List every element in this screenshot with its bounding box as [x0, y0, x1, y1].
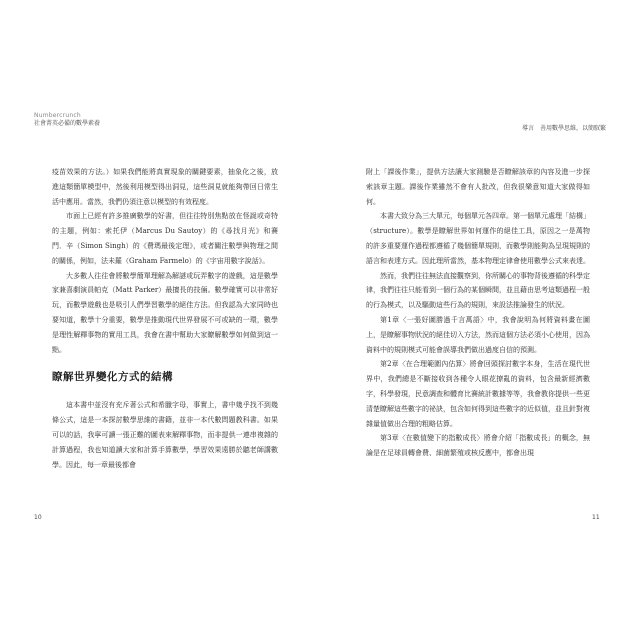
right-paragraph-5: 第2章〈在合理範圍內估算〉將會回頭探討數字本身，生活在現代世界中，我們總是不斷接收到各種令人眼花撩亂的資料，包含最新經濟數字，科學發現，民意調查和體育比賽統計數據等等，我會教你提供一些更清楚瞭解這些數字的祕訣，包含如何得到這些數字的近似值，並且針對複雜量值做出合理的粗略估算。 — [366, 360, 590, 428]
header-book-title: 社會菁英必備的數學素養 — [34, 120, 101, 127]
right-paragraph-4: 第1章〈一張好圖勝過千言萬語〉中，我會說明為何將資料畫在圖上，是瞭解事物狀況的絕佳切入方法，然而這個方法必須小心使用，因為資料中的規則模式可能會誤導我們做出過度自信的預測。 — [366, 315, 590, 354]
right-paragraph-3: 然而，我們往往無法直接觀察到，你所關心的事物背後遵循的科學定律，我們往往只能看到一個行為的某個瞬間，並且藉由思考這類過程一般的行為模式，以及驅動這些行為的規則，來設法推論發生的狀況。 — [366, 271, 590, 310]
left-paragraph-2: 市面上已經有許多推廣數學的好書，但往往特別焦點放在怪誕或奇特的主題，例如：索托伊（Marcus Du Sautoy）的《尋找月光》和賽門．辛（Simon Singh）的《費瑪最後定理》，或者關注數學與物理之間的關係，例如，法未羅（Graham Farmelo）的《宇宙用數字說話》。 — [52, 212, 278, 265]
right-paragraph-2: 本書大致分為三大單元，每個單元各四章。第一個單元處理「結構」（structure）。數學是瞭解世界如何運作的絕佳工具，原因之一是萬物的許多重要運作過程都遵循了幾個簡單規則，而數學則能夠為呈現規則的語言和表達方式。因此理所當然，基本物理定律會使用數學公式來表達。 — [366, 212, 590, 265]
section-heading: 瞭解世界變化方式的結構 — [52, 371, 173, 384]
left-page — [52, 165, 278, 472]
page-number-left: 10 — [34, 514, 42, 521]
running-header-left — [34, 112, 100, 128]
running-header-right: 導言 善用數學思維，以簡馭繁 — [521, 125, 606, 132]
header-brand: Numbercrunch — [34, 112, 81, 119]
right-page — [366, 165, 590, 461]
left-section-paragraph-1: 這本書中並沒有充斥著公式和希臘字母，事實上，書中幾乎找不到幾條公式，這是一本探討數學思維的書籍，並非一本代數問題教科書。如果可以的話，我寧可讀一張正難的圖表來解釋事物，而非提供一連串複雜的計算過程，我也知道讀大家和計算手算數學，學習效果遠勝於聽老師講數學。因此，每一章最後都會 — [52, 401, 278, 469]
left-paragraph-1: 疫苗效果的方法。）如果我們能將真實現象的關鍵要素，抽象化之後，放進這類簡單模型中，然後利用模型得出洞見，這些洞見就能夠帶回日常生活中應用。當然，我們仍須注意以模型的有效程度。 — [52, 168, 278, 206]
page-number-right: 11 — [592, 514, 600, 521]
left-paragraph-3: 大多數人往往會將數學簡單理解為解謎或玩弄數字的遊戲，這是數學家兼喜劇演員帕克（Matt Parker）最擅長的技倆。數學確實可以非常好玩，而數學遊戲也是吸引人們學習數學的絕佳方法。但我認為大家同時也要知道，數學十分重要，數學是推動現代世界發展不可或缺的一環，數學是理性解釋事物的實用工具，我會在書中幫助大家瞭解數學如何做到這一點。 — [52, 271, 278, 354]
right-paragraph-6: 第3章〈在數值變下的指數成長〉將會介紹「指數成長」的概念，無論是在足球員轉會費、細菌繁殖或核反應中，都會出現 — [366, 434, 590, 458]
right-paragraph-1: 附上「課後作業」，提供方法讓大家測驗是否瞭解該章的內容及進一步探索該章主題。課後作業雖然不會有人批改，但我很樂意知道大家做得如何。 — [366, 168, 590, 206]
